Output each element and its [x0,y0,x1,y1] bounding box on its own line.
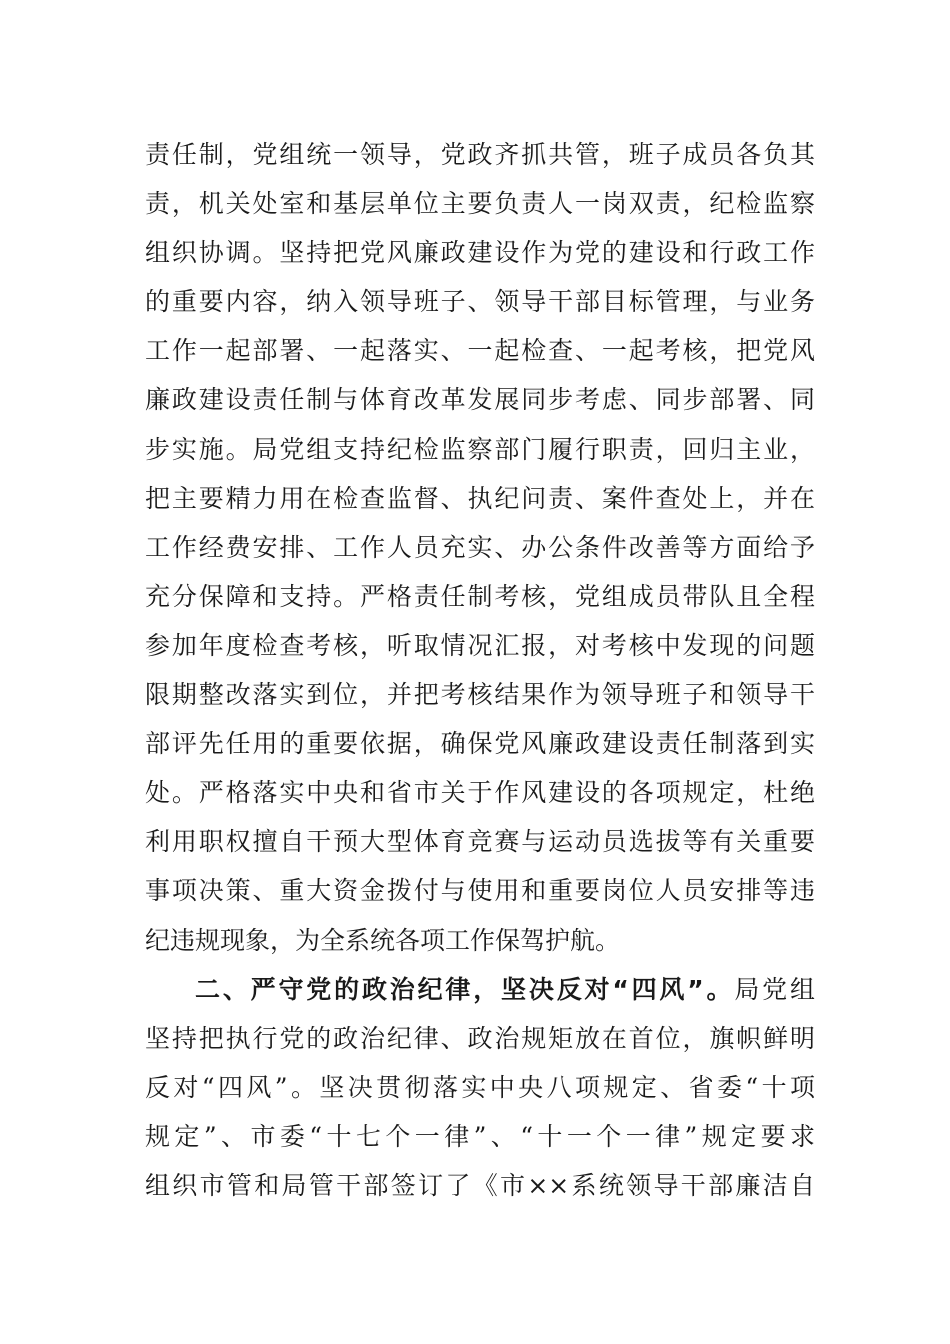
section-heading: 二、严守党的政治纪律，坚决反对“四风”。 [195,974,735,1004]
body-line: 的重要内容，纳入领导班子、领导干部目标管理，与业务 [145,287,815,317]
body-line: 把主要精力用在检查监督、执纪问责、案件查处上，并在 [145,483,815,513]
body-line: 工作一起部署、一起落实、一起检查、一起考核，把党风 [145,336,815,366]
document-body [145,130,815,1210]
body-line: 反对“四风”。坚决贯彻落实中央八项规定、省委“十项 [145,1072,815,1102]
body-line: 事项决策、重大资金拨付与使用和重要岗位人员安排等违 [145,876,815,906]
body-line: 充分保障和支持。严格责任制考核，党组成员带队且全程 [145,581,815,611]
body-line: 参加年度检查考核，听取情况汇报，对考核中发现的问题 [145,630,815,660]
body-line: 纪违规现象，为全系统各项工作保驾护航。 [145,925,621,955]
body-line: 组织市管和局管干部签订了《市××系统领导干部廉洁自 [145,1170,815,1200]
body-line: 部评先任用的重要依据，确保党风廉政建设责任制落到实 [145,729,815,759]
body-line: 处。严格落实中央和省市关于作风建设的各项规定，杜绝 [145,778,815,808]
body-line: 责，机关处室和基层单位主要负责人一岗双责，纪检监察 [145,189,815,219]
section-heading-tail: 局党组 [734,974,815,1004]
body-line: 限期整改落实到位，并把考核结果作为领导班子和领导干 [145,680,815,710]
body-line: 工作经费安排、工作人员充实、办公条件改善等方面给予 [145,532,815,562]
body-line: 规定”、市委“十七个一律”、“十一个一律”规定要求 [145,1121,815,1151]
body-line: 责任制，党组统一领导，党政齐抓共管，班子成员各负其 [145,140,815,169]
body-line: 坚持把执行党的政治纪律、政治规矩放在首位，旗帜鲜明 [145,1023,815,1053]
body-line: 步实施。局党组支持纪检监察部门履行职责，回归主业， [145,434,815,464]
body-line: 组织协调。坚持把党风廉政建设作为党的建设和行政工作 [145,238,815,268]
body-line: 廉政建设责任制与体育改革发展同步考虑、同步部署、同 [145,385,815,415]
section-heading-line [145,965,815,1014]
body-line: 利用职权擅自干预大型体育竞赛与运动员选拔等有关重要 [145,827,815,857]
